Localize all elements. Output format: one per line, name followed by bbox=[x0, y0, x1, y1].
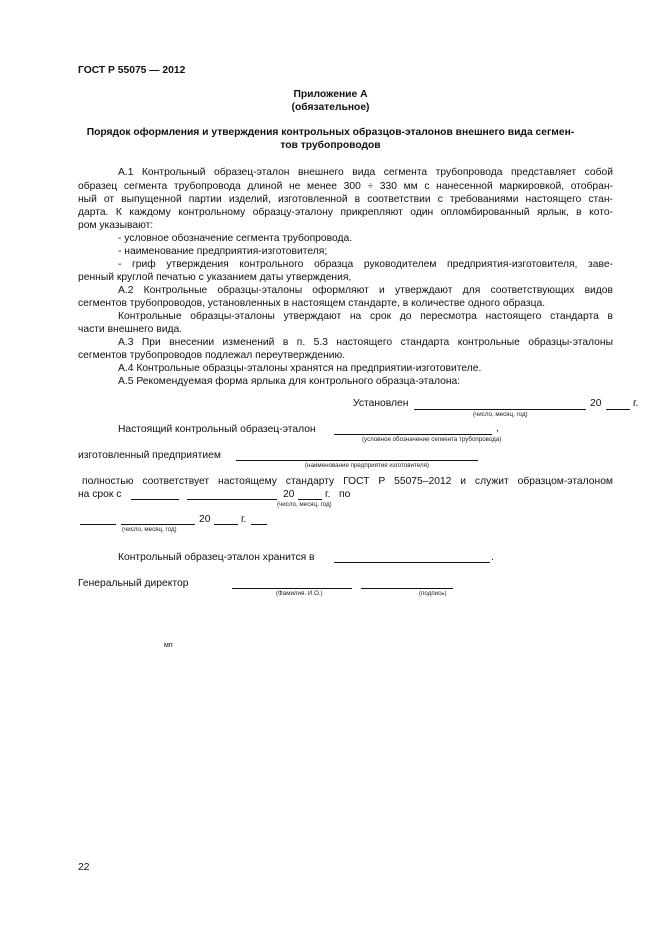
paragraph-validity-line1: Контрольные образцы-эталоны утверждают на срок до пересмотра настоящего стандарта в bbox=[118, 311, 613, 322]
form-director-name-line bbox=[232, 588, 352, 589]
form-established-year-suffix: г. bbox=[633, 398, 639, 409]
paragraph-validity-line2: части внешнего вида. bbox=[78, 324, 183, 335]
form-end-year-prefix: 20 bbox=[199, 514, 211, 525]
paragraph-a3-line2: сегментов трубопроводов подлежал переутверждению. bbox=[78, 350, 346, 361]
form-seal-mark: мп bbox=[164, 642, 173, 649]
paragraph-a4: А.4 Контрольные образцы-эталоны хранятся на предприятии-изготовителе. bbox=[118, 363, 482, 374]
form-term-to-label: по bbox=[339, 489, 351, 500]
form-sample-comma: , bbox=[496, 423, 499, 434]
paragraph-a2-line2: сегментов трубопроводов, установленных в настоящем стандарте, в количестве одного образца. bbox=[78, 298, 546, 309]
form-term-from-day-line bbox=[131, 499, 179, 500]
list-item-designation: - условное обозначение сегмента трубопровода. bbox=[118, 233, 353, 244]
form-sample-designation-caption: (условное обозначение сегмента трубопровода) bbox=[362, 436, 502, 443]
form-established-date-line bbox=[414, 409, 586, 410]
appendix-heading-line1: Порядок оформления и утверждения контрольных образцов-эталонов внешнего вида сегмен- bbox=[86, 127, 575, 138]
form-established-label: Установлен bbox=[353, 398, 409, 409]
form-end-date-caption: (число, месяц, год) bbox=[122, 526, 177, 533]
form-term-year-line bbox=[298, 499, 322, 500]
form-end-day-line bbox=[80, 524, 116, 525]
form-end-month-line bbox=[121, 524, 195, 525]
form-established-year-prefix: 20 bbox=[590, 398, 602, 409]
list-item-approval-line1: - гриф утверждения контрольного образца руководителем предприятия-изготовителя, заве- bbox=[118, 259, 613, 270]
form-term-year-prefix: 20 bbox=[283, 489, 295, 500]
paragraph-a2-line1: А.2 Контрольные образцы-эталоны оформляют и утверждают для соответствующих видов bbox=[118, 285, 613, 296]
form-signature-caption: (подпись) bbox=[419, 590, 447, 597]
form-manufactured-enterprise-line bbox=[236, 460, 478, 461]
form-term-from-month-line bbox=[187, 499, 277, 500]
form-established-date-caption: (число, месяц, год) bbox=[473, 411, 528, 418]
form-established-year-line bbox=[606, 409, 630, 410]
list-item-manufacturer: - наименование предприятия-изготовителя; bbox=[118, 246, 328, 257]
form-end-year-line bbox=[214, 524, 238, 525]
form-sample-designation-line bbox=[334, 434, 492, 435]
form-director-title: Генеральный директор bbox=[78, 578, 189, 589]
paragraph-a1-line3: ный от выпущенной партии изделий, изготовленной в соответствии с требованиями настоящего стан- bbox=[78, 194, 613, 205]
form-end-extra-line bbox=[251, 524, 267, 525]
form-term-year-suffix: г. bbox=[325, 489, 331, 500]
appendix-title: Приложение А bbox=[293, 89, 368, 100]
form-compliance-text: полностью соответствует настоящему стандарту ГОСТ Р 55075–2012 и служит образцом-эталоном bbox=[82, 476, 613, 487]
form-storage-line bbox=[334, 562, 490, 563]
paragraph-a1-line5: ром указывают: bbox=[78, 220, 154, 231]
paragraph-a3-line1: А.3 При внесении изменений в п. 5.3 настоящего стандарта контрольные образцы-эталоны bbox=[118, 337, 613, 348]
appendix-heading-line2: тов трубопроводов bbox=[280, 140, 381, 151]
form-enterprise-caption: (наименование предприятия изготовителя) bbox=[305, 462, 429, 469]
form-name-caption: (Фамилия. И.О.) bbox=[276, 590, 323, 597]
form-storage-text: Контрольный образец-эталон хранится в bbox=[118, 552, 315, 563]
form-end-year-suffix: г. bbox=[241, 514, 247, 525]
form-sample-text: Настоящий контрольный образец-эталон bbox=[118, 424, 316, 435]
form-manufactured-label: изготовленный предприятием bbox=[78, 450, 221, 461]
form-director-signature-line bbox=[361, 588, 453, 589]
paragraph-a1-line4: дарта. К каждому контрольному образцу-эталону прикрепляют один опломбированный ярлык, в кото- bbox=[78, 207, 613, 218]
form-term-from-label: на срок с bbox=[78, 489, 122, 500]
document-standard-code: ГОСТ Р 55075 — 2012 bbox=[78, 65, 186, 76]
paragraph-a1-line2: образец сегмента трубопровода длиной не менее 300 ÷ 330 мм с нанесенной маркировкой, отобран- bbox=[78, 181, 613, 192]
form-storage-period: . bbox=[491, 552, 494, 563]
appendix-status: (обязательное) bbox=[291, 102, 370, 113]
form-term-date-caption: (число, месяц, год) bbox=[277, 501, 332, 508]
list-item-approval-line2: ренный круглой печатью с указанием даты утверждения, bbox=[78, 272, 352, 283]
paragraph-a5: А.5 Рекомендуемая форма ярлыка для контрольного образца-эталона: bbox=[118, 376, 461, 387]
paragraph-a1-line1: А.1 Контрольный образец-эталон внешнего вида сегмента трубопровода представляет собой bbox=[118, 167, 613, 178]
page-number: 22 bbox=[78, 862, 90, 873]
